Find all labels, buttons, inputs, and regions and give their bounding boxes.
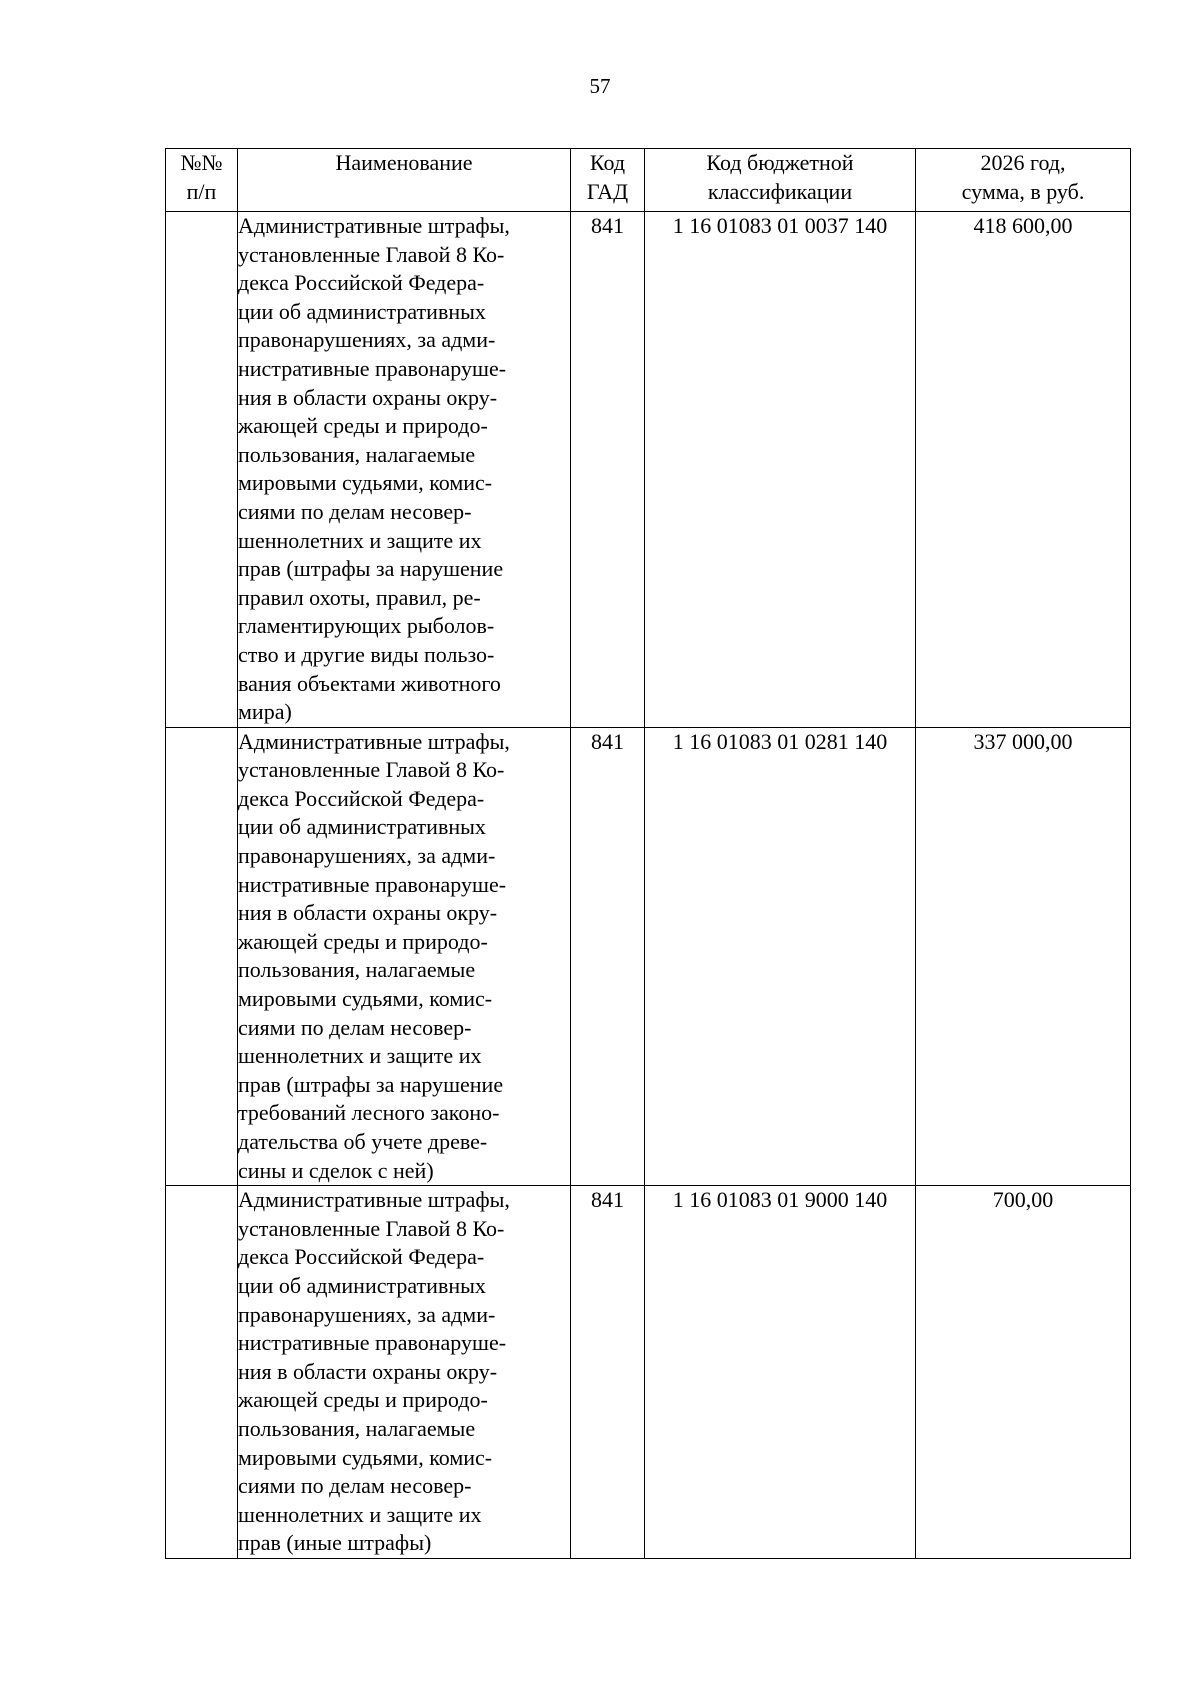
table-row <box>166 1186 1131 1559</box>
row-number-cell <box>166 727 238 1186</box>
name-cell <box>238 727 571 1186</box>
name-line: ции об административных <box>238 1272 486 1298</box>
name-line: жающей среды и природо- <box>238 1387 488 1413</box>
name-line: дательства об учете древе- <box>238 1129 488 1154</box>
name-line: жающей среды и природо- <box>238 413 488 439</box>
header-name <box>238 149 571 212</box>
name-line: правонарушениях, за адми- <box>238 843 496 869</box>
row-number-cell <box>166 212 238 728</box>
gad-code-cell: 841 <box>571 1186 645 1559</box>
name-line: мировыми судьями, комис- <box>238 986 493 1012</box>
name-line: ции об административных <box>238 814 486 840</box>
amount-cell: 418 600,00 <box>916 212 1131 728</box>
table-body <box>166 212 1131 1559</box>
budget-table <box>165 148 1131 1559</box>
header-gad-line: Код <box>589 150 626 175</box>
header-kbk-line: классификации <box>707 178 853 204</box>
name-line: правонарушениях, за адми- <box>238 1301 496 1327</box>
amount-cell: 700,00 <box>916 1186 1131 1559</box>
name-line: нистративные правонаруше- <box>238 871 507 897</box>
header-sum-line: 2026 год, <box>980 150 1066 175</box>
name-line: гламентирующих рыболов- <box>238 613 495 639</box>
name-line: декса Российской Федера- <box>238 270 485 296</box>
name-line: декса Российской Федера- <box>238 1244 485 1270</box>
name-line: шеннолетних и защите их <box>238 1501 482 1527</box>
table-row <box>166 727 1131 1186</box>
gad-code-cell: 841 <box>571 727 645 1186</box>
header-num <box>166 149 238 212</box>
name-line: сиями по делам несовер- <box>238 1014 472 1040</box>
table-row <box>166 212 1131 728</box>
header-num-line: п/п <box>186 178 217 204</box>
header-kbk-line: Код бюджетной <box>706 150 854 175</box>
name-cell <box>238 212 571 728</box>
header-sum-line: сумма, в руб. <box>961 178 1085 204</box>
name-line: правил охоты, правил, ре- <box>238 584 481 610</box>
name-line: Административные штрафы, <box>238 1187 510 1213</box>
name-line: жающей среды и природо- <box>238 928 488 954</box>
header-gad <box>571 149 645 212</box>
name-line: пользования, налагаемые <box>238 441 476 467</box>
header-sum <box>916 149 1131 212</box>
name-line: требований лесного законо- <box>238 1100 500 1126</box>
name-line: ния в области охраны окру- <box>238 384 498 410</box>
name-line: ции об административных <box>238 298 486 324</box>
name-line: пользования, налагаемые <box>238 1415 476 1441</box>
name-line: ство и другие виды пользо- <box>238 641 495 667</box>
name-line: сиями по делам несовер- <box>238 1473 472 1499</box>
name-line: сиями по делам несовер- <box>238 498 472 524</box>
name-line: шеннолетних и защите их <box>238 1043 482 1069</box>
name-line: Административные штрафы, <box>238 213 510 238</box>
name-line: ния в области охраны окру- <box>238 1358 498 1384</box>
row-number-cell <box>166 1186 238 1559</box>
page-number: 57 <box>589 74 611 98</box>
name-line: установленные Главой 8 Ко- <box>238 757 505 783</box>
budget-code-cell: 1 16 01083 01 0281 140 <box>645 727 916 1186</box>
name-line: сины и сделок с ней) <box>238 1157 434 1183</box>
name-line: прав (иные штрафы) <box>238 1530 432 1556</box>
name-line: прав (штрафы за нарушение <box>238 1071 504 1097</box>
name-line: Административные штрафы, <box>238 728 510 754</box>
name-line: установленные Главой 8 Ко- <box>238 1215 505 1241</box>
name-line: шеннолетних и защите их <box>238 527 482 553</box>
name-line: ния в области охраны окру- <box>238 900 498 926</box>
name-line: пользования, налагаемые <box>238 957 476 983</box>
amount-cell: 337 000,00 <box>916 727 1131 1186</box>
budget-code-cell: 1 16 01083 01 0037 140 <box>645 212 916 728</box>
name-line: нистративные правонаруше- <box>238 1330 507 1356</box>
name-line: прав (штрафы за нарушение <box>238 556 504 582</box>
name-line: декса Российской Федера- <box>238 785 485 811</box>
name-line: нистративные правонаруше- <box>238 355 507 381</box>
name-line: вания объектами животного <box>238 670 501 696</box>
name-line: мировыми судьями, комис- <box>238 470 493 496</box>
table-header <box>166 149 1131 212</box>
budget-code-cell: 1 16 01083 01 9000 140 <box>645 1186 916 1559</box>
name-line: мира) <box>238 699 292 725</box>
header-kbk <box>645 149 916 212</box>
header-gad-line: ГАД <box>586 178 629 204</box>
name-line: установленные Главой 8 Ко- <box>238 241 505 267</box>
gad-code-cell: 841 <box>571 212 645 728</box>
header-name-line: Наименование <box>335 150 473 175</box>
header-num-line: №№ <box>180 150 223 175</box>
name-line: правонарушениях, за адми- <box>238 327 496 353</box>
name-cell <box>238 1186 571 1559</box>
name-line: мировыми судьями, комис- <box>238 1444 493 1470</box>
